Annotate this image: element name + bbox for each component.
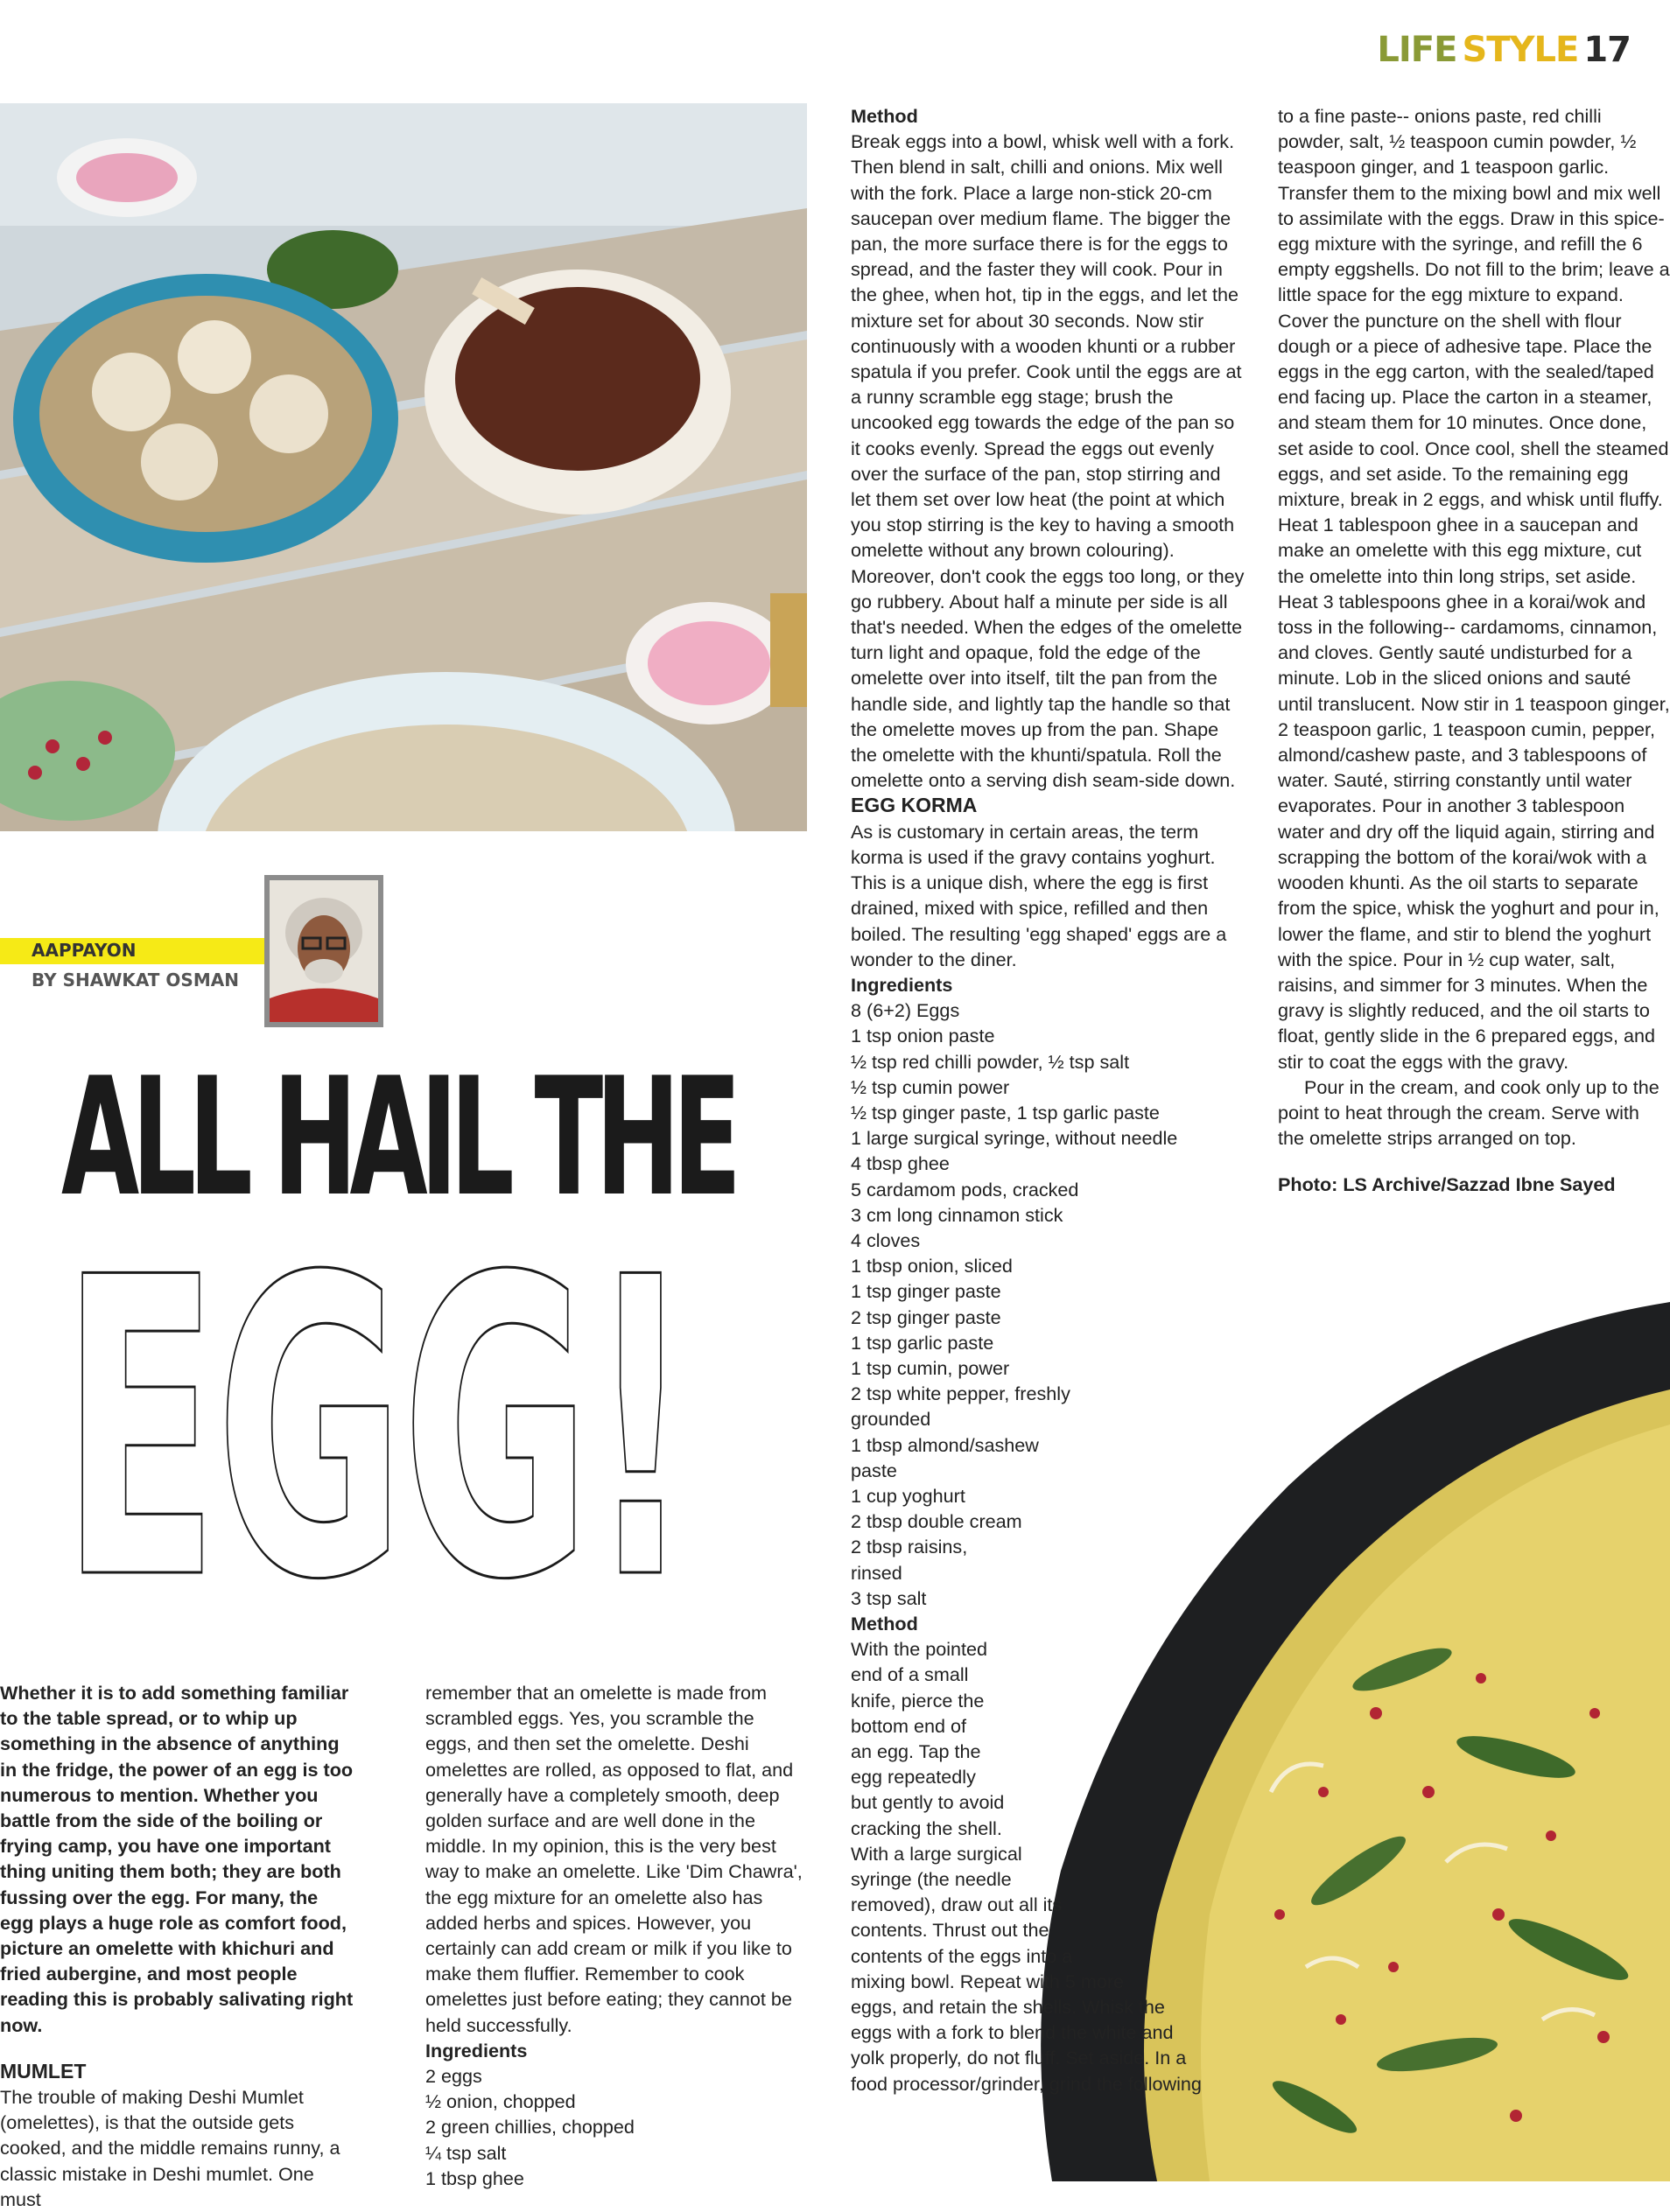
method-line: an egg. Tap the xyxy=(851,1740,981,1762)
method-line: contents. Thrust out the xyxy=(851,1919,1049,1942)
korma-heading: EGG KORMA xyxy=(851,794,978,817)
ingredient-item: 1 tsp cumin, power xyxy=(851,1356,1010,1379)
column-omelette xyxy=(425,1680,803,2191)
omelette-ingredients-heading: Ingredients xyxy=(425,2039,528,2062)
headline-line1: ALL HAIL THE xyxy=(61,1042,734,1232)
photo-credit: Photo: LS Archive/Sazzad Ibne Sayed xyxy=(1278,1173,1616,1196)
mumlet-text: The trouble of making Deshi Mumlet (omelettes), is that the outside gets cooked, and the middle remains runny, a classic mistake in Deshi mumlet. One must xyxy=(0,2086,340,2210)
ingredient-item: 1 cup yoghurt xyxy=(851,1484,965,1507)
section-masthead xyxy=(1377,30,1631,70)
method-line: mixing bowl. Repeat with 5 more xyxy=(851,1970,1125,1992)
method-line: With the pointed xyxy=(851,1638,988,1661)
intro-lead: Whether it is to add something familiar to the table spread, or to whip up something in the absence of anything in the fridge, the power of an egg is too numerous to mention. Whether you battle from the side of the boiling or frying camp, you have one important thing uniting them both; they are both fussing over the egg. For many, the egg plays a huge role as comfort food, picture an omelette with khichuri and fried aubergine, and most people reading this is probably salivating right now. xyxy=(0,1682,354,2036)
ingredient-item: 3 tsp salt xyxy=(851,1586,927,1609)
ingredient-item: 1 tsp onion paste xyxy=(851,1025,995,1047)
ingredient-item: ½ onion, chopped xyxy=(425,2090,576,2113)
method-line: food processor/grinder, grind the following xyxy=(851,2072,1202,2095)
method-line: end of a small xyxy=(851,1663,969,1686)
korma-method-heading: Method xyxy=(851,1612,918,1634)
masthead-life: LIFE xyxy=(1377,30,1457,70)
method-line: knife, pierce the xyxy=(851,1689,985,1712)
food-photo-dishes xyxy=(0,103,807,831)
column-method-korma xyxy=(851,103,1245,2096)
author-portrait xyxy=(264,875,383,1027)
ingredient-item: paste xyxy=(851,1459,897,1481)
method-text: Break eggs into a bowl, whisk well with a fork. Then blend in salt, chilli and onions. Mix well with the fork. Place a large non-stick 20-cm saucepan over medium flame. The bigger the pan, the more surface there is for the eggs to spread, and the faster they will cook. Pour in the ghee, when hot, tip in the eggs, and let the mixture set for about 30 seconds. Now stir continuously with a wooden khunti or a rubber spatula if you prefer. Cook until the eggs are at a runny scramble egg stage; brush the uncooked egg towards the edge of the pan so it cooks evenly. Spread the eggs out evenly over the surface of the pan, stop stirring and let them set over low heat (the point at which you stop stirring is the key to having a smooth omelette without any brown colouring). Moreover, don't cook the eggs too long, or they go rubbery. About half a minute per side is all that's needed. When the edges of the omelette turn light and opaque, fold the edge of the omelette over into itself, tilt the pan from the handle side, and lightly tap the handle so that the omelette moves up from the pan. Shape the omelette with the khunti/spatula. Roll the omelette onto a serving dish seam-side down. xyxy=(851,130,1245,792)
ingredient-item: 4 cloves xyxy=(851,1228,921,1251)
korma-ingredients-heading: Ingredients xyxy=(851,973,953,996)
ingredient-item: 8 (6+2) Eggs xyxy=(851,999,960,1022)
method-line: bottom end of xyxy=(851,1714,967,1737)
ingredient-item: 3 cm long cinnamon stick xyxy=(851,1203,1063,1226)
ingredient-item: 4 tbsp ghee xyxy=(851,1152,950,1175)
ingredient-item: 5 cardamom pods, cracked xyxy=(851,1178,1079,1200)
ingredient-item: grounded xyxy=(851,1408,931,1431)
ingredient-item: 2 eggs xyxy=(425,2065,482,2088)
method-line: eggs with a fork to blend the white and xyxy=(851,2021,1174,2044)
column-korma-continued xyxy=(1278,103,1670,1198)
korma-intro: As is customary in certain areas, the term korma is used if the gravy contains yoghurt. This is a unique dish, where the egg is first drained, mixed with spice, refilled and then boiled. The resulting 'egg shaped' eggs are a wonder to the diner. xyxy=(851,820,1227,970)
korma-finish-text: Pour in the cream, and cook only up to the point to heat through the cream. Serve with the omelette strips arranged on top. xyxy=(1278,1075,1659,1150)
ingredient-item: ½ tsp ginger paste, 1 tsp garlic paste xyxy=(851,1101,1160,1124)
ingredient-item: 1 tbsp onion, sliced xyxy=(851,1255,1013,1278)
ingredient-item: 1 tbsp almond/sashew xyxy=(851,1433,1039,1456)
method-heading: Method xyxy=(851,105,918,127)
ingredient-item: 2 tbsp double cream xyxy=(851,1510,1022,1533)
ingredient-item: 2 green chillies, chopped xyxy=(425,2116,635,2138)
method-line: cracking the shell. xyxy=(851,1816,1002,1839)
method-line: contents of the eggs into a xyxy=(851,1944,1073,1967)
ingredient-item: ¼ tsp salt xyxy=(425,2141,507,2164)
ingredient-item: 1 tsp garlic paste xyxy=(851,1331,994,1354)
ingredient-item: 1 tbsp ghee xyxy=(425,2166,524,2189)
method-line: syringe (the needle xyxy=(851,1868,1012,1891)
korma-method-text: to a fine paste-- onions paste, red chilli powder, salt, ½ teaspoon cumin powder, ½ teaspoon ginger, and 1 teaspoon garlic. Transfer them to the mixing bowl and mix well to assimilate with the eggs. Draw in this spice-egg mixture with the syringe, and refill the 6 empty eggshells. Do not fill to the brim; leave a little space for the egg mixture to expand. Cover the puncture on the shell with flour dough or a piece of adhesive tape. Place the eggs in the egg carton, with the sealed/taped end facing up. Place the carton in a steamer, and steam them for 10 minutes. Once done, set aside to cool. Once cool, shell the steamed eggs, and set aside. To the remaining egg mixture, break in 2 eggs, and whisk until fluffy. Heat 1 tablespoon ghee in a saucepan and make an omelette with this egg mixture, cut the omelette into thin long strips, set aside. Heat 3 tablespoons ghee in a korai/wok and toss in the following-- cardamoms, cinnamon, and cloves. Gently sauté undisturbed for a minute. Lob in the sliced onions and sauté until translucent. Now stir in 1 teaspoon ginger, 2 teaspoon garlic, 1 teaspoon cumin, pepper, almond/cashew paste, and 3 tablespoons of water. Sauté, stirring constantly until water evaporates. Pour in another 3 tablespoon water and dry off the liquid again, stirring and scrapping the bottom of the korai/wok with a wooden khunti. As the oil starts to separate from the spice, whisk the yoghurt and pour in, lower the flame, and stir to blend the yoghurt with the spice. Pour in ½ cup water, salt, raisins, and simmer for 3 minutes. When the gravy is slightly reduced, and the oil starts to float, gently slide in the 6 prepared eggs, and stir to coat the eggs with the gravy. xyxy=(1278,105,1670,1073)
method-line: but gently to avoid xyxy=(851,1791,1005,1814)
column-name: AAPPAYON xyxy=(32,940,137,961)
method-line: yolk properly, do not fluff. Set aside. In a xyxy=(851,2047,1187,2069)
page-number: 17 xyxy=(1583,30,1631,70)
ingredient-item: ½ tsp cumin power xyxy=(851,1075,1010,1098)
ingredient-item: ½ tsp red chilli powder, ½ tsp salt xyxy=(851,1050,1130,1073)
column-tag xyxy=(0,938,264,964)
method-line: egg repeatedly xyxy=(851,1766,976,1788)
method-line: With a large surgical xyxy=(851,1842,1022,1865)
ingredient-item: 1 large surgical syringe, without needle xyxy=(851,1127,1178,1150)
mumlet-heading: MUMLET xyxy=(0,2059,87,2082)
ingredient-item: 2 tbsp raisins, xyxy=(851,1536,968,1558)
ingredient-item: 2 tsp white pepper, freshly xyxy=(851,1382,1070,1405)
method-line: removed), draw out all its xyxy=(851,1894,1063,1916)
masthead-style: STYLE xyxy=(1462,30,1579,70)
ingredient-item: 2 tsp ginger paste xyxy=(851,1306,1001,1328)
headline-line2: EGG! xyxy=(61,1191,691,1670)
method-line: eggs, and retain the shells. Whisk the xyxy=(851,1996,1165,2019)
column-intro xyxy=(0,1680,354,2212)
ingredient-item: rinsed xyxy=(851,1561,902,1584)
ingredient-item: 1 tsp ginger paste xyxy=(851,1280,1001,1303)
omelette-text: remember that an omelette is made from scrambled eggs. Yes, you scramble the eggs, and then set the omelette. Deshi omelettes are rolled, as opposed to flat, and generally have a completely smooth, deep golden surface and are well done in the middle. In my opinion, this is the very best way to make an omelette. Like 'Dim Chawra', the egg mixture for an omelette also has added herbs and spices. However, you certainly can add cream or milk if you like to make them fluffier. Remember to cook omelettes just before eating; they cannot be held successfully. xyxy=(425,1682,803,2036)
author-byline: BY SHAWKAT OSMAN xyxy=(32,970,239,990)
